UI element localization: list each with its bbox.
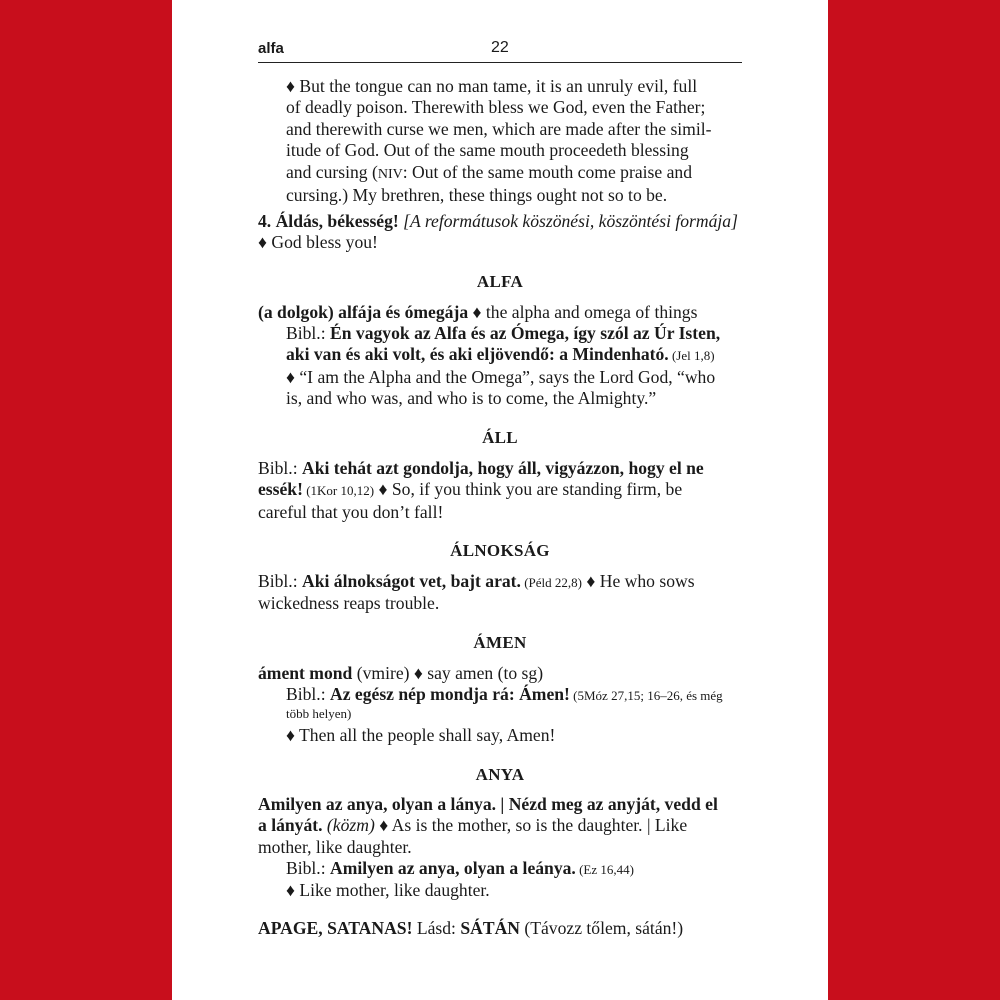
text-line (286, 162, 742, 185)
continuation-paragraph (258, 76, 742, 206)
bible-reference: több helyen) (286, 706, 352, 722)
text-line (258, 211, 742, 232)
bible-reference: (Péld 22,8) (520, 575, 582, 590)
entry-alnoksag (258, 571, 742, 615)
quote-text: Amilyen az anya, olyan a leánya. (330, 858, 576, 878)
quote-text: essék! (258, 479, 303, 500)
bibl-label: Bibl.: (286, 323, 330, 343)
text-fragment: and cursing ( (286, 161, 378, 182)
text-line: ♦ Then all the people shall say, Amen! (286, 725, 556, 746)
niv-abbreviation: NIV (377, 166, 403, 182)
bible-reference: (Jel 1,8) (668, 348, 715, 364)
text-line (286, 684, 742, 706)
translation-text: ♦ He who sows (581, 571, 695, 591)
quote-text: Az egész nép mondja rá: Ámen! (330, 684, 570, 704)
text-line: ♦ “I am the Alpha and the Omega”, says the Lord God, “who (286, 366, 716, 387)
section-heading-anya: ANYA (475, 765, 525, 784)
text-line (286, 344, 742, 366)
entry-alfa (258, 302, 742, 323)
text-line (258, 571, 742, 593)
entry-term: a lányát. (258, 815, 323, 836)
text-line: itude of God. Out of the same mouth proceedeth blessing (286, 140, 689, 161)
text-line (258, 458, 742, 479)
bible-reference: (1Kor 10,12) (302, 483, 375, 499)
text-line: mother, like daughter. (258, 836, 412, 857)
section-heading-alnoksag: ÁLNOKSÁG (450, 541, 550, 560)
bible-reference: (Ez 16,44) (575, 862, 634, 877)
text-line (258, 302, 742, 323)
entry-term: Amilyen az anya, olyan a lánya. | Nézd meg az anyját, vedd el (258, 794, 718, 814)
bibl-label: Bibl.: (286, 684, 330, 704)
text-line (258, 479, 742, 501)
cross-reference-link[interactable]: SÁTÁN (460, 918, 520, 938)
text-line: ♦ Like mother, like daughter. (286, 880, 490, 901)
entry-term: (a dolgok) alfája és ómegája (258, 302, 469, 322)
text-line (258, 815, 742, 836)
quote-text: Aki tehát azt gondolja, hogy áll, vigyázzon, hogy el ne (302, 458, 704, 478)
text-line (286, 858, 742, 880)
bibl-label: Bibl.: (258, 458, 302, 478)
bible-quote-anya (258, 858, 742, 902)
entry-term: 4. Áldás, békesség! (258, 211, 399, 231)
see-label: Lásd: (412, 918, 461, 938)
text-line: cursing.) My brethren, these things ought not so to be. (286, 185, 668, 206)
text-line: ♦ But the tongue can no man tame, it is an unruly evil, full (286, 76, 698, 96)
bibl-label: Bibl.: (286, 858, 330, 878)
entry-amen (258, 663, 742, 684)
entry-translation: ♦ the alpha and omega of things (468, 302, 698, 322)
text-line: and therewith curse we men, which are made after the simil- (286, 118, 712, 139)
text-line: careful that you don’t fall! (258, 501, 444, 522)
bible-quote-alfa (258, 323, 742, 410)
entry-note: [A reformátusok köszönési, köszöntési formája] (398, 211, 738, 231)
section-heading-amen: ÁMEN (473, 633, 527, 652)
entry-translation: (vmire) ♦ say amen (to sg) (352, 663, 544, 683)
usage-label: (közm) (322, 815, 375, 836)
section-heading-alfa: ALFA (476, 272, 524, 291)
text-line: of deadly poison. Therewith bless we God, even the Father; (286, 97, 706, 118)
bible-quote-amen (258, 684, 742, 747)
entry-anya (258, 794, 742, 858)
text-fragment: : Out of the same mouth come praise and (402, 161, 692, 182)
entry-all (258, 458, 742, 523)
entry-gloss: (Távozz tőlem, sátán!) (519, 918, 684, 938)
text-line: wickedness reaps trouble. (258, 593, 440, 614)
text-line (258, 918, 742, 939)
entry-translation: ♦ God bless you! (258, 232, 378, 253)
quote-text: aki van és aki volt, és aki eljövendő: a Mindenható. (286, 344, 669, 365)
translation-text: ♦ As is the mother, so is the daughter. | Like (374, 815, 688, 836)
text-line: is, and who was, and who is to come, the Almighty.” (286, 388, 657, 409)
bible-reference: (5Móz 27,15; 16–26, és még (569, 688, 723, 703)
entry-apage (258, 918, 742, 939)
entry-aldas (258, 211, 742, 254)
bibl-label: Bibl.: (258, 571, 302, 591)
header-rule (258, 62, 742, 63)
page-number: 22 (491, 39, 509, 56)
translation-text: ♦ So, if you think you are standing firm, be (374, 479, 683, 500)
text-line (286, 323, 742, 344)
quote-text: Aki álnokságot vet, bajt arat. (302, 571, 521, 591)
section-heading-all: ÁLL (482, 428, 518, 447)
text-line (258, 663, 742, 684)
running-head: alfa (258, 40, 284, 57)
quote-text: Én vagyok az Alfa és az Ómega, így szól az Úr Isten, (330, 323, 721, 343)
entry-term: áment mond (258, 663, 353, 683)
entry-term: APAGE, SATANAS! (258, 918, 413, 938)
